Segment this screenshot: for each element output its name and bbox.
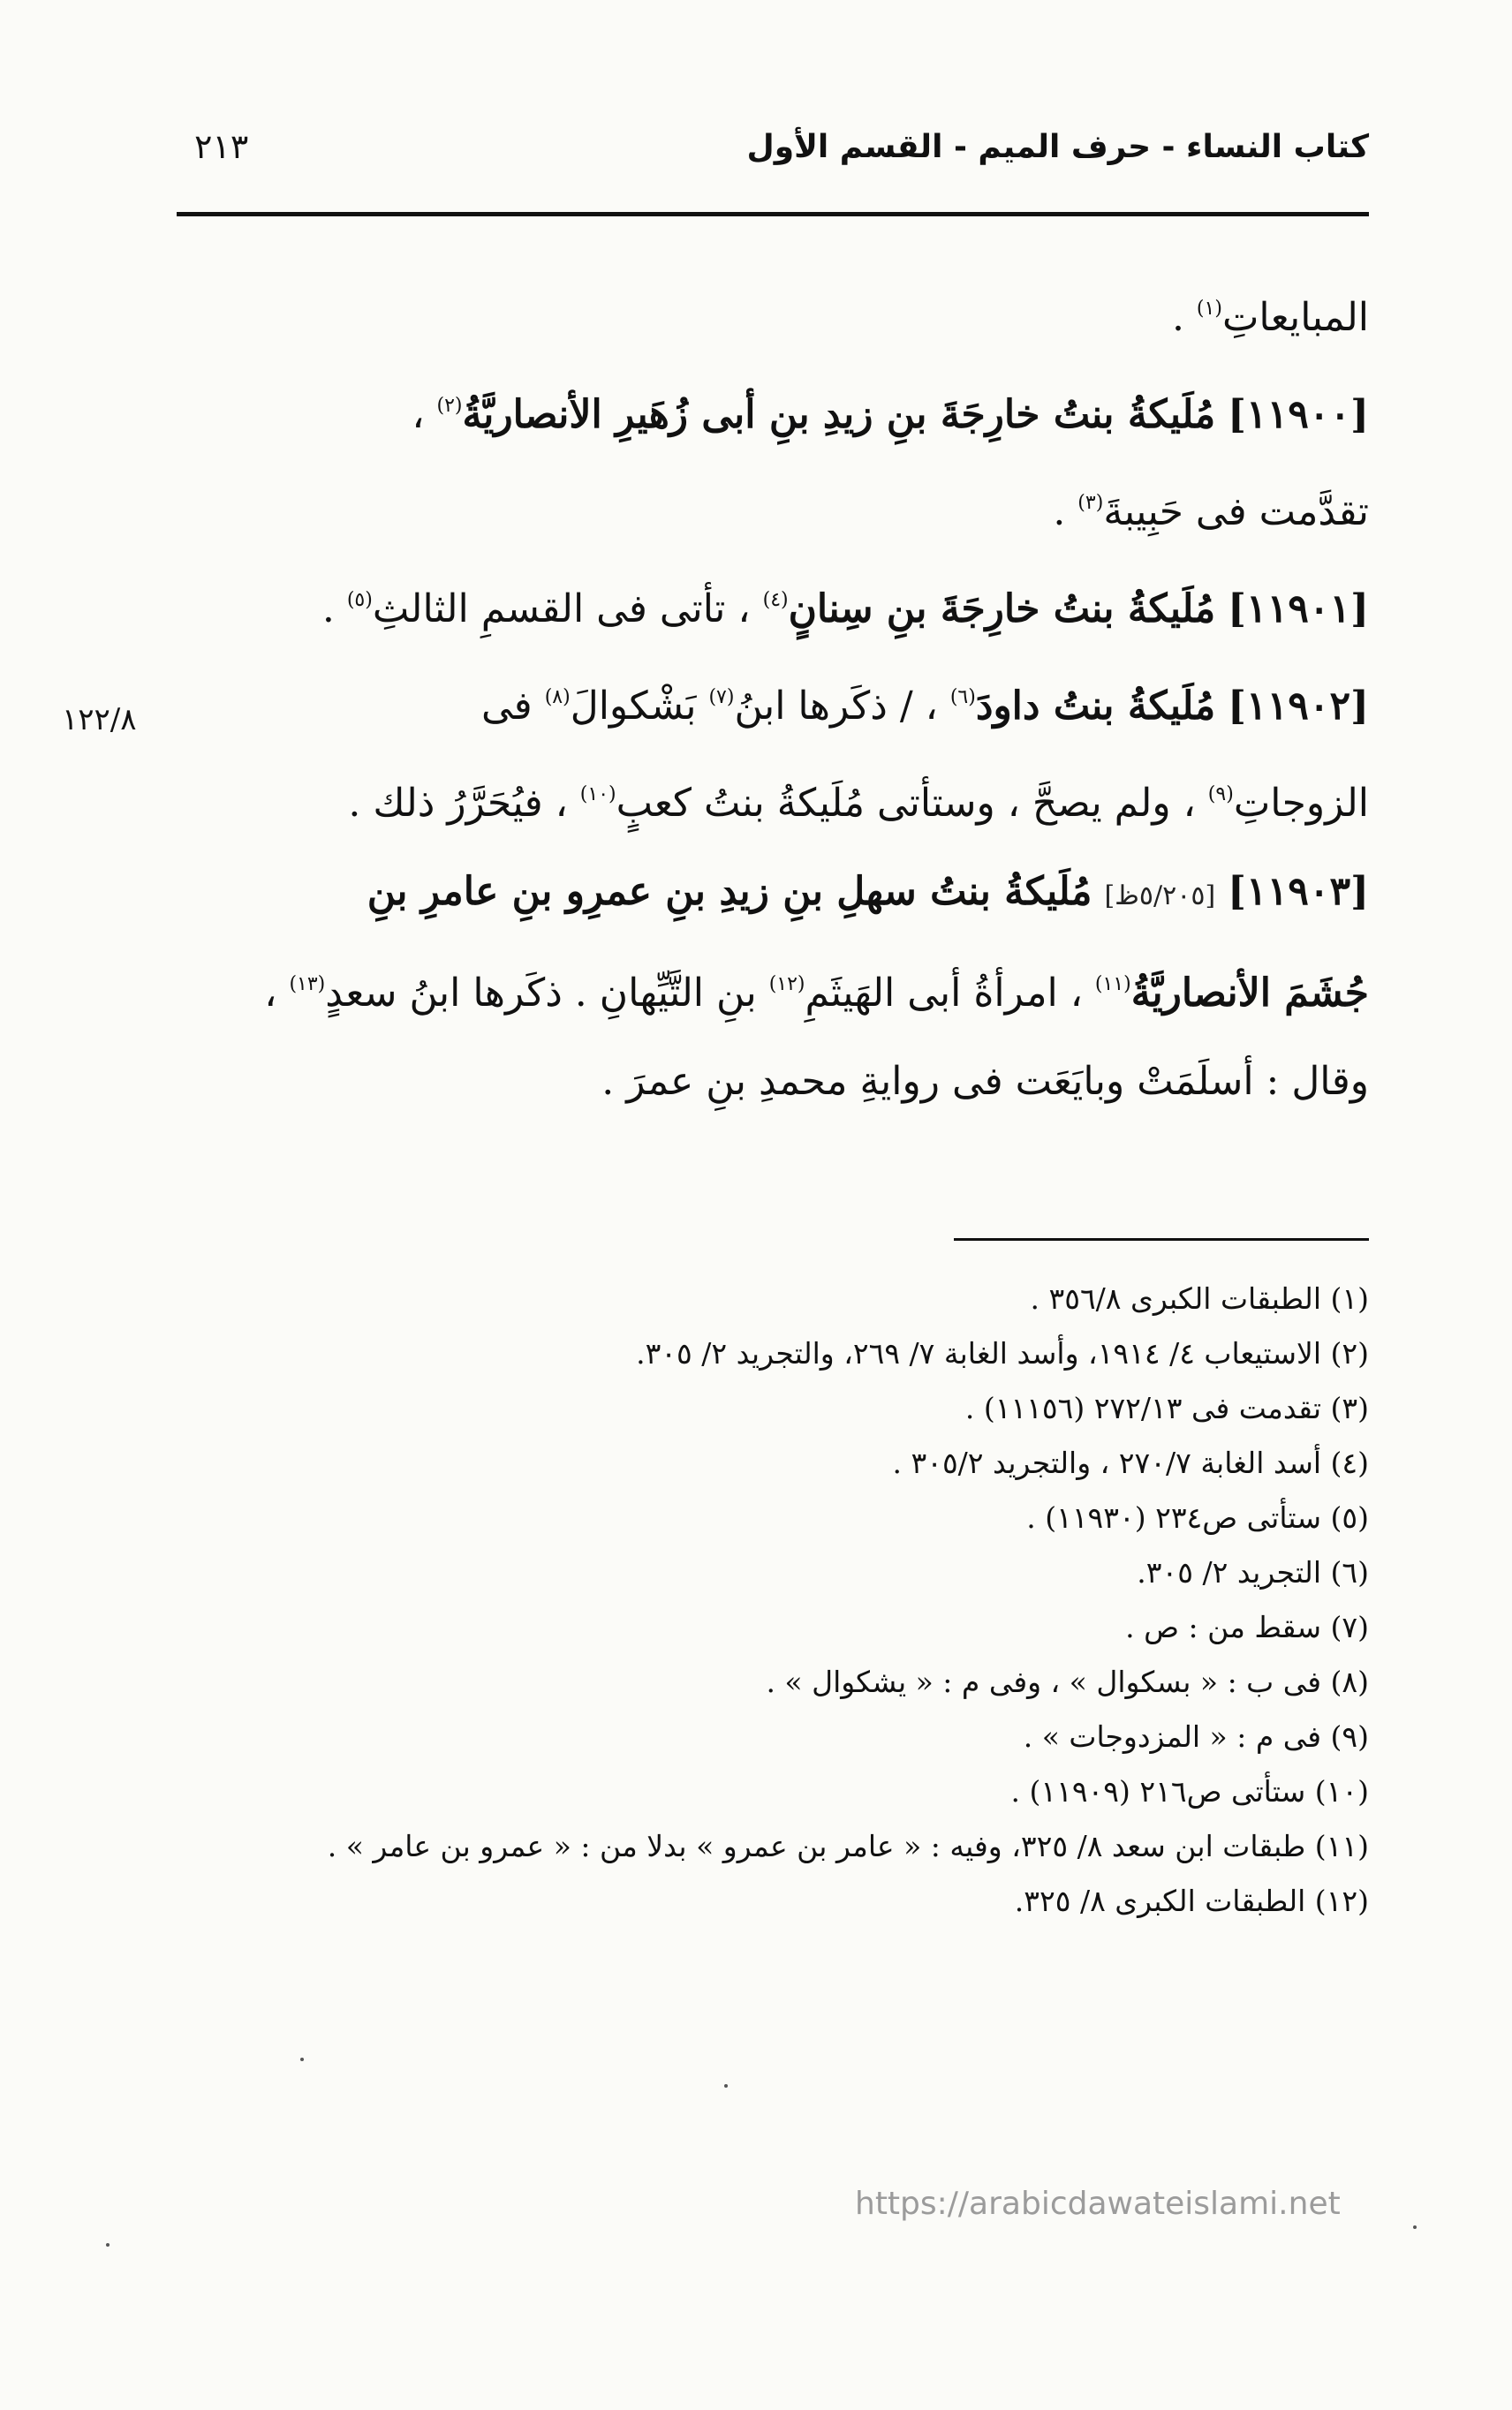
entry-number: [١١٩٠٠] [1228,392,1369,437]
footnote-ref: (١) [1196,298,1222,320]
footnote-ref: (٩) [1207,783,1234,805]
footnote: (١٠) ستأتى ص٢١٦ (١١٩٠٩) . [1010,1774,1369,1809]
footnote: (٨) فى ب : « بسكوال » ، وفى م : « يشكوال » . [766,1665,1369,1699]
entry-name: مُلَيكةُ بنتُ داودَ [975,684,1216,729]
header-rule [177,212,1369,216]
footnote: (١) الطبقات الكبرى ٣٥٦/٨ . [1030,1281,1369,1316]
watermark-url: https://arabicdawateislami.net [855,2186,1341,2222]
continuation-line: المبايعاتِ$^{(١)}$ . [1171,295,1369,340]
footnote-ref: (٧) [708,686,735,708]
entry-name: مُلَيكةُ بنتُ سهلِ بنِ زيدِ بنِ عمرِو بنِ عامرِ بنِ [367,869,1092,914]
footnote-ref: (٢) [436,395,463,417]
entry-11902: [١١٩٠٢] مُلَيكةُ بنتُ داودَ$^{(٦)}$ ، / ذكَرها ابنُ$^{(٧)}$ بَشْكوالَ$^{(٨)}$ فى الزوجاتِ$^{(٩)}$ ، ولم يصحَّ ، وستأتى مُلَيكةُ بنتُ كعبٍ$^{(١٠)}$ ، فيُحَرَّرُ ذلك . [348,684,1369,826]
margin-reference: ١٢٢/٨ [62,702,137,737]
footnote-ref: (٦) [949,686,976,708]
footnote: (٤) أسد الغابة ٢٧٠/٧ ، والتجريد ٣٠٥/٢ . [892,1446,1369,1480]
entry-name: مُلَيكةُ بنتُ خارِجَةَ بنِ زيدِ بنِ أبى زُهَيرِ الأنصاريَّةُ [462,392,1216,437]
scan-speck [300,2058,304,2061]
entry-11901: [١١٩٠١] مُلَيكةُ بنتُ خارِجَةَ بنِ سِنانٍ$^{(٤)}$ ، تأتى فى القسمِ الثالثِ$^{(٥)}$ . [321,586,1369,631]
main-text [132,265,1369,1126]
scan-speck [1413,2225,1417,2229]
footnote: (٦) التجريد ٢/ ٣٠٥. [1137,1555,1369,1590]
entry-number: [١١٩٠١] [1228,586,1369,631]
entry-11900: [١١٩٠٠] مُلَيكةُ بنتُ خارِجَةَ بنِ زيدِ بنِ أبى زُهَيرِ الأنصاريَّةُ$^{(٢)}$ ، تقدَّمت فى حَبِيبةَ$^{(٣)}$ . [412,392,1369,534]
entry-11903: [١١٩٠٣] [٥/٢٠٥ظ] مُلَيكةُ بنتُ سهلِ بنِ زيدِ بنِ عمرِو بنِ عامرِ بنِ جُشَمَ الأنصاريَّةُ$^{(١١)}$ ، امرأةُ أبى الهَيثَمِ$^{(١٢)}$ بنِ التَّيِّهانِ . ذكَرها ابنُ سعدٍ$^{(١٣)}$ ، وقال : أسلَمَتْ وبايَعَت فى روايةِ محمدِ بنِ عمرَ . [264,869,1369,1104]
footnote-ref: (١٣) [289,973,326,995]
entry-number: [١١٩٠٣] [1228,869,1369,914]
footnote: (٩) فى م : « المزدوجات » . [1023,1719,1369,1754]
scan-speck [724,2084,728,2088]
scan-speck [106,2243,110,2247]
footnote-ref: (١١) [1094,973,1131,995]
footnote-ref: (٨) [544,686,571,708]
footnote-ref: (١٠) [579,783,616,805]
footnote-rule [954,1238,1369,1241]
entry-name: مُلَيكةُ بنتُ خارِجَةَ بنِ سِنانٍ [788,586,1216,631]
footnote: (١٢) الطبقات الكبرى ٨/ ٣٢٥. [1014,1884,1369,1918]
footnote-ref: (٣) [1077,492,1104,514]
footnote: (٢) الاستيعاب ٤/ ١٩١٤، وأسد الغابة ٧/ ٢٦٩، والتجريد ٢/ ٣٠٥. [636,1336,1369,1371]
footnote-ref: (٤) [762,589,789,611]
footnote: (٣) تقدمت فى ٢٧٢/١٣ (١١١٥٦) . [964,1391,1369,1425]
entry-number: [١١٩٠٢] [1228,684,1369,729]
page-number: ٢١٣ [194,127,249,166]
footnote-ref: (١٢) [768,973,805,995]
manuscript-marker: [٥/٢٠٥ظ] [1104,880,1216,911]
footnote-ref: (٥) [346,589,373,611]
page-header [177,124,1369,185]
footnotes [177,1272,1369,1929]
footnote: (٧) سقط من : ص . [1125,1610,1369,1644]
footnote: (١١) طبقات ابن سعد ٨/ ٣٢٥، وفيه : « عامر بن عمرو » بدلا من : « عمرو بن عامر » . [327,1829,1369,1863]
running-title: كتاب النساء - حرف الميم - القسم الأول [746,129,1369,165]
footnote: (٥) ستأتى ص٢٣٤ (١١٩٣٠) . [1026,1500,1369,1535]
entry-name-continued: جُشَمَ الأنصاريَّةُ [1130,971,1369,1016]
